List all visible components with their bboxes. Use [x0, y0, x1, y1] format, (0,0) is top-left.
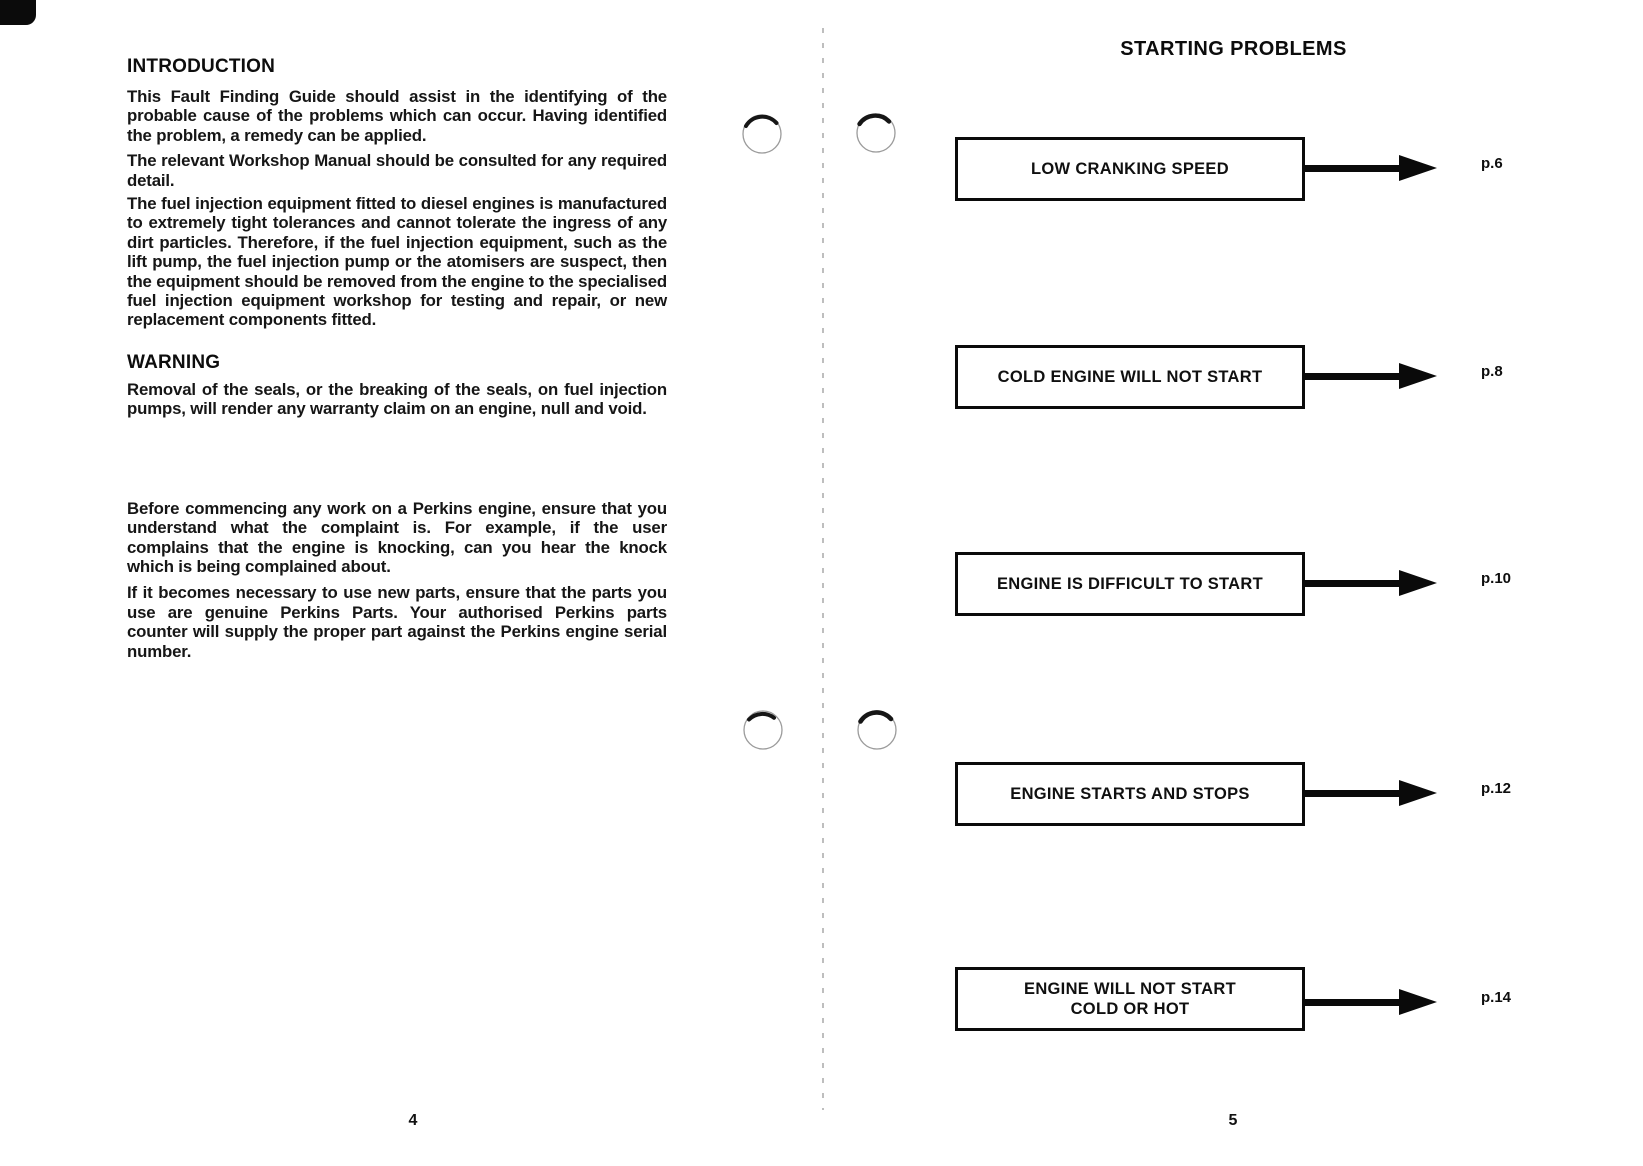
flow-arrow-icon: [1303, 363, 1437, 389]
flow-box-engine-starts-and-stops: [955, 762, 1305, 826]
introduction-heading: INTRODUCTION: [127, 56, 276, 77]
flow-box-engine-will-not-start-cold-or-hot: [955, 967, 1305, 1031]
binder-hole-icon: [855, 707, 899, 751]
page-reference: p.10: [1481, 570, 1512, 587]
notes-paragraph: If it becomes necessary to use new parts, ensure that the parts you use are genuine Perkins Parts. Your authorised Perkins parts counter will supply the proper part against the Perkins engine serial number.: [127, 583, 667, 661]
flow-box-label: COLD ENGINE WILL NOT START: [997, 368, 1263, 386]
flow-arrow-icon: [1303, 155, 1437, 181]
binder-hole-icon: [854, 110, 898, 154]
binder-hole-icon: [741, 707, 785, 751]
notes-paragraph: Before commencing any work on a Perkins engine, ensure that you understand what the complaint is. For example, if the user complains that the engine is knocking, can you hear the knock which is being complained about.: [127, 498, 667, 576]
flow-box-engine-is-difficult-to-start: [955, 552, 1305, 616]
warning-paragraph: Removal of the seals, or the breaking of the seals, on fuel injection pumps, will render any warranty claim on an engine, null and void.: [127, 379, 667, 419]
scan-corner-artifact: [0, 0, 36, 25]
left-page-text-column: [127, 56, 667, 661]
flow-arrow-icon: [1303, 570, 1437, 596]
right-page-number: 5: [1228, 1112, 1238, 1129]
flow-box-label: ENGINE STARTS AND STOPS: [1010, 785, 1250, 803]
flow-box-label-line2: COLD OR HOT: [1070, 1000, 1190, 1018]
page-reference: p.14: [1481, 989, 1512, 1006]
introduction-paragraph: This Fault Finding Guide should assist in the identifying of the probable cause of the problems which can occur. Having identified the problem, a remedy can be applied.: [127, 87, 667, 145]
page-reference: p.6: [1481, 155, 1503, 172]
introduction-paragraph: The relevant Workshop Manual should be consulted for any required detail.: [127, 151, 667, 190]
page-reference: p.8: [1481, 363, 1503, 380]
starting-problems-title: STARTING PROBLEMS: [1120, 38, 1347, 60]
warning-heading: WARNING: [127, 351, 221, 373]
page-reference: p.12: [1481, 780, 1512, 797]
flow-box-cold-engine-will-not-start: [955, 345, 1305, 409]
flow-box-low-cranking-speed: [955, 137, 1305, 201]
flow-arrow-icon: [1303, 989, 1437, 1015]
introduction-paragraph: The fuel injection equipment fitted to diesel engines is manufactured to extremely tight tolerances and cannot tolerate the ingress of any dirt particles. Therefore, if the fuel injection equipment, such as the lift pump, the fuel injection pump or the atomisers are suspect, then the equipment should be removed from the engine to the specialised fuel injection equipment workshop for testing and repair, or new replacement components fitted.: [127, 194, 667, 330]
flow-box-label: ENGINE IS DIFFICULT TO START: [997, 575, 1263, 593]
left-page-number: 4: [408, 1112, 418, 1129]
gutter-divider-line: [822, 28, 824, 1110]
flow-arrow-icon: [1303, 780, 1437, 806]
flow-box-label: LOW CRANKING SPEED: [1031, 160, 1229, 178]
binder-hole-icon: [740, 111, 784, 155]
flow-box-label: ENGINE WILL NOT START: [1024, 980, 1236, 998]
